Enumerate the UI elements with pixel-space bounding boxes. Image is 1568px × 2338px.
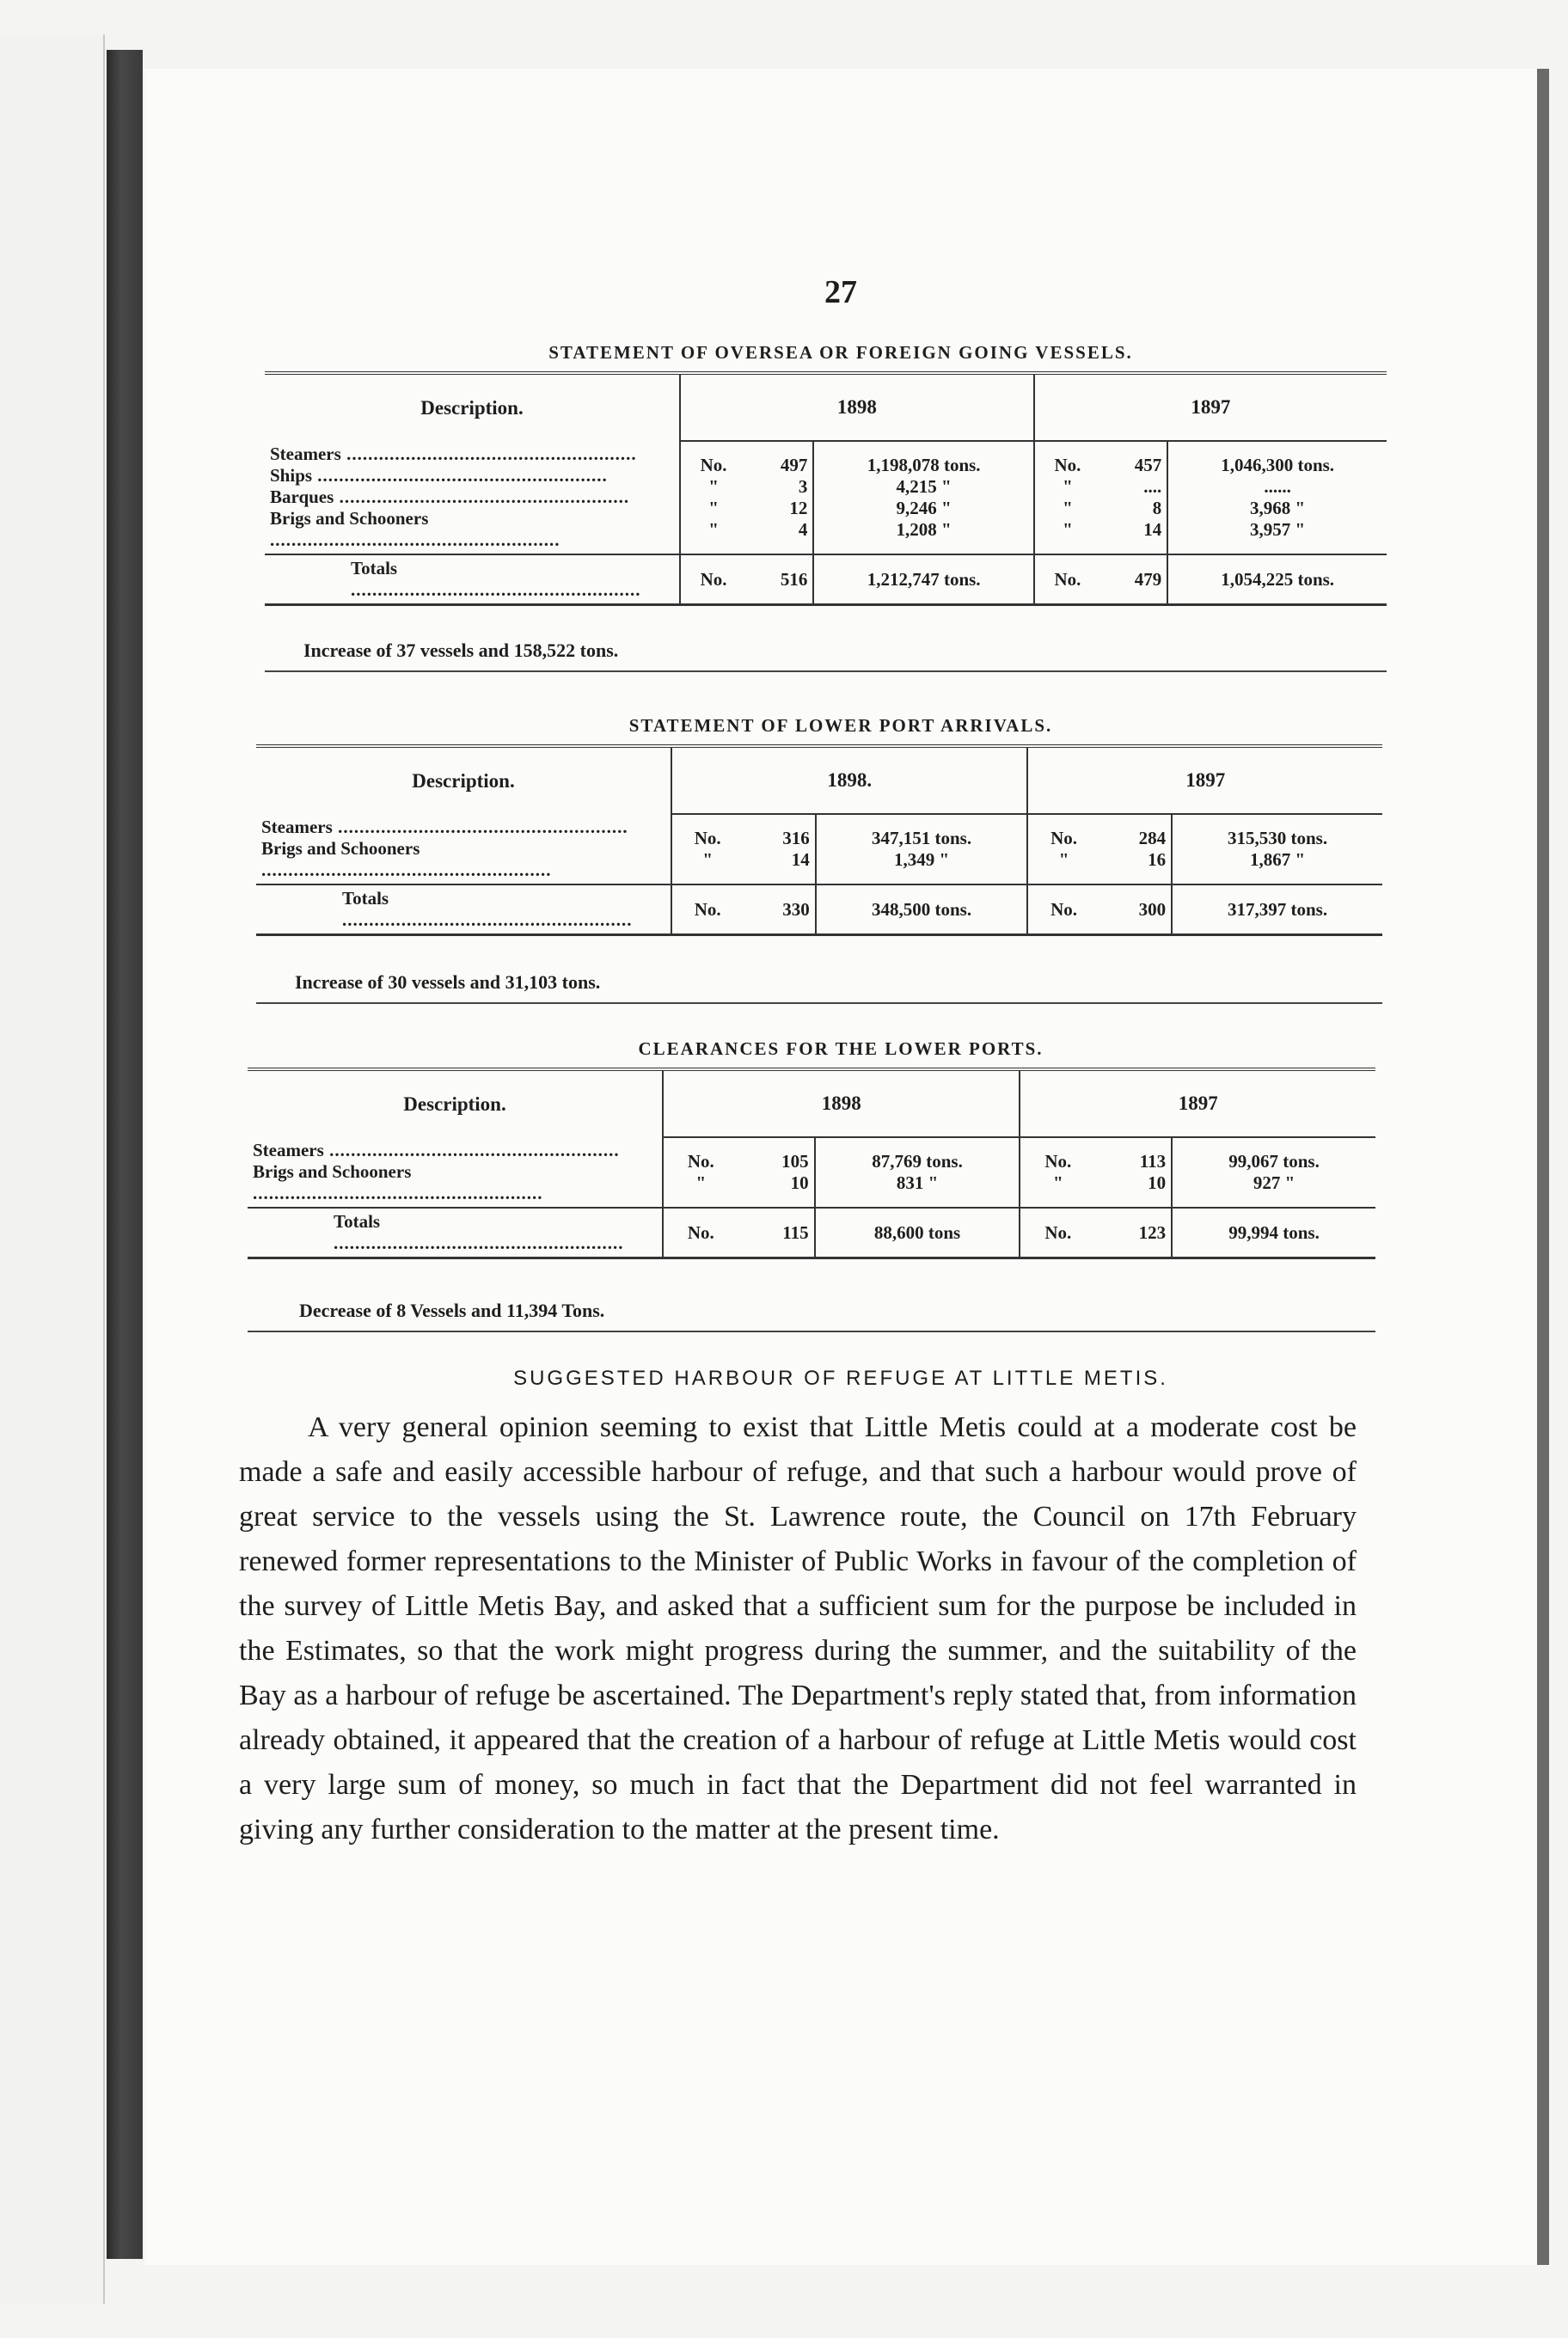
col-count-b [1095,1137,1172,1208]
cell: No. [1054,455,1081,475]
cell: 10 [790,1172,809,1193]
cell: " [1063,519,1073,540]
row-descriptions [265,441,680,554]
cell: ...... [1264,476,1291,497]
cell: No. [671,884,743,935]
cell: 1,212,747 tons. [813,554,1033,605]
year-header-b: 1897 [1027,746,1382,814]
col-no-b [1020,1137,1095,1208]
col-tons-a [815,1137,1020,1208]
cell: 4 [798,519,808,540]
facing-page-edge [0,34,105,2304]
cell: 1,054,225 tons. [1167,554,1387,605]
cell: No. [680,554,746,605]
cell: No. [663,1208,738,1258]
cell: No. [1020,1208,1095,1258]
cell: 347,151 tons. [872,828,972,848]
cell: No. [1034,554,1100,605]
description-header: Description. [403,1092,506,1115]
col-no-b [1034,441,1100,554]
cell: 348,500 tons. [816,884,1028,935]
row-desc: Steamers ..... [261,817,665,838]
book-spine [107,50,143,2259]
year-header-a: 1898 [680,373,1034,441]
cell: 3,968 " [1250,498,1306,518]
cell: 12 [789,498,808,518]
cell: No. [687,1151,714,1172]
table-note: Increase of 37 vessels and 158,522 tons. [303,640,619,661]
row-desc: Steamers ..... [270,444,674,465]
description-header: Description. [412,769,515,792]
cell: 831 " [896,1172,939,1193]
col-tons-b [1172,814,1382,884]
cell: 316 [782,828,810,848]
totals-label-text: Totals ..... [351,558,641,600]
row-desc: Steamers ..... [253,1140,657,1161]
year-header-b: 1897 [1034,373,1387,441]
table-title-oversea: STATEMENT OF OVERSEA OR FOREIGN GOING VESSELS. [548,342,1133,363]
table-title-arrivals: STATEMENT OF LOWER PORT ARRIVALS. [628,715,1053,736]
table-lower-port-arrivals [256,744,1382,936]
cell: 1,349 " [893,849,950,870]
col-no-a [680,441,746,554]
col-no-b [1027,814,1099,884]
table-note: Increase of 30 vessels and 31,103 tons. [295,971,601,993]
description-header: Description. [420,396,524,419]
cell: 1,867 " [1249,849,1306,870]
totals-row [265,554,1387,605]
cell: 317,397 tons. [1172,884,1382,935]
cell: 330 [743,884,815,935]
table-oversea-vessels [265,371,1387,606]
row-descriptions [256,814,671,884]
divider [248,1331,1375,1332]
cell: No. [700,455,727,475]
cell: .... [1143,476,1162,497]
table-note: Decrease of 8 Vessels and 11,394 Tons. [299,1300,605,1321]
cell: " [1063,476,1073,497]
cell: " [702,849,713,870]
cell: 113 [1139,1151,1167,1172]
totals-row [248,1208,1375,1258]
cell: " [695,1172,707,1193]
row-desc: Brigs and Schooners ..... [270,508,674,551]
cell: " [1063,498,1073,518]
col-tons-a [816,814,1028,884]
col-tons-a [813,441,1033,554]
page-number: 27 [824,274,857,310]
row-desc: Brigs and Schooners ..... [253,1161,657,1204]
year-header-a: 1898. [671,746,1027,814]
cell: 123 [1095,1208,1172,1258]
cell: 8 [1152,498,1162,518]
cell: 516 [746,554,813,605]
cell: " [708,476,719,497]
cell: 1,208 " [896,519,952,540]
totals-label [248,1208,663,1258]
table-title-clearances: CLEARANCES FOR THE LOWER PORTS. [638,1038,1044,1059]
cell: 87,769 tons. [872,1151,963,1172]
cell: 88,600 tons [815,1208,1020,1258]
cell: 1,046,300 tons. [1221,455,1335,475]
cell: 3 [798,476,808,497]
col-count-a [746,441,813,554]
year-header-a: 1898 [663,1069,1020,1137]
divider [265,670,1387,672]
cell: 927 " [1253,1172,1295,1193]
cell: 16 [1148,849,1167,870]
cell: " [708,519,719,540]
cell: 479 [1100,554,1167,605]
cell: 115 [738,1208,815,1258]
cell: 300 [1099,884,1172,935]
section-heading: SUGGESTED HARBOUR OF REFUGE AT LITTLE METIS. [513,1367,1168,1390]
col-count-b [1100,441,1167,554]
totals-label [265,554,680,605]
cell: 10 [1148,1172,1167,1193]
row-desc: Barques ..... [270,487,674,508]
cell: 457 [1134,455,1162,475]
row-descriptions [248,1137,663,1208]
cell: 497 [780,455,808,475]
cell: 99,994 tons. [1172,1208,1375,1258]
row-desc: Brigs and Schooners ..... [261,838,665,881]
totals-label-text: Totals ..... [342,888,633,930]
cell: " [1053,1172,1063,1193]
cell: 105 [781,1151,809,1172]
totals-label [256,884,671,935]
cell: " [708,498,719,518]
cell: 4,215 " [896,476,952,497]
cell: 14 [1143,519,1162,540]
col-no-a [671,814,743,884]
col-no-a [663,1137,738,1208]
cell: 1,198,078 tons. [867,455,981,475]
table-clearances [248,1068,1375,1259]
cell: 315,530 tons. [1228,828,1328,848]
cell: No. [1044,1151,1072,1172]
col-tons-b [1167,441,1387,554]
cell: No. [1027,884,1099,935]
totals-label-text: Totals ..... [334,1211,624,1253]
divider [256,1002,1382,1004]
cell: No. [694,828,721,848]
col-count-a [743,814,815,884]
cell: 14 [791,849,810,870]
cell: " [1058,849,1069,870]
col-count-b [1099,814,1172,884]
col-count-a [738,1137,815,1208]
cell: 99,067 tons. [1228,1151,1320,1172]
cell: No. [1050,828,1078,848]
year-header-b: 1897 [1020,1069,1375,1137]
totals-row [256,884,1382,935]
document-page [144,69,1549,2265]
body-paragraph: A very general opinion seeming to exist that Little Metis could at a moderate cost be made a safe and easily accessible harbour of refuge, and that such a harbour would prove of great service to the vessels using the St. Lawrence route, the Council on 17th February renewed former representations to the Minister of Public Works in favour of the completion of the survey of Little Metis Bay, and asked that a sufficient sum for the purpose be included in the Estimates, so that the work might progress during the summer, and the suitability of the Bay as a harbour of refuge be ascertained. The Department's reply stated that, from information already obtained, it appeared that the creation of a harbour of refuge at Little Metis would cost a very large sum of money, so much in fact that the Department did not feel warranted in giving any further consideration to the matter at the present time. [239,1411,1357,1845]
row-desc: Ships ..... [270,465,674,487]
cell: 3,957 " [1250,519,1306,540]
col-tons-b [1172,1137,1375,1208]
cell: 284 [1138,828,1167,848]
cell: 9,246 " [896,498,952,518]
